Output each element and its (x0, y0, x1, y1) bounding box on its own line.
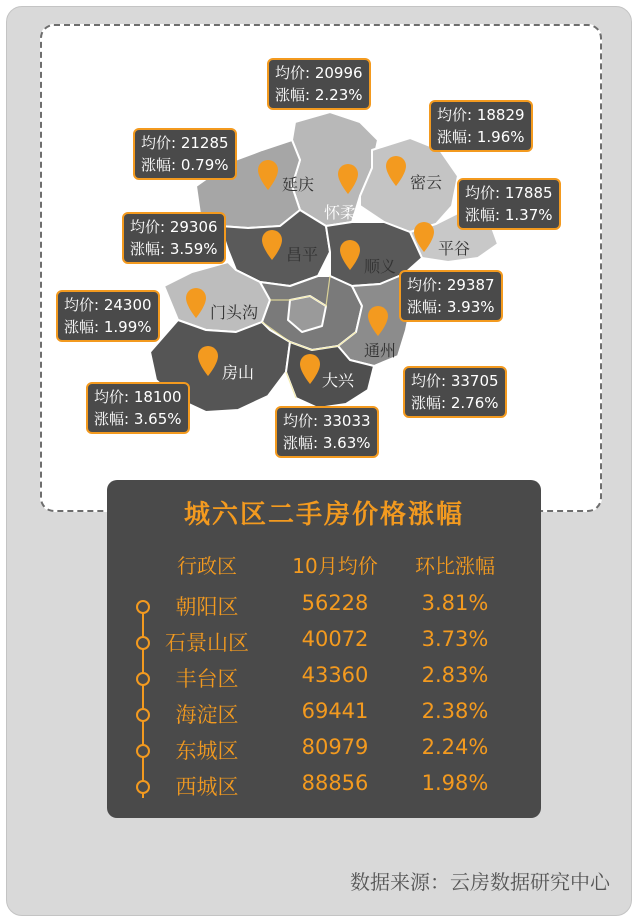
price-value: 33033 (322, 412, 371, 430)
pin-huairou-icon (338, 164, 358, 194)
price-label: 均价: (411, 372, 447, 390)
price-value: 24300 (103, 296, 152, 314)
row-district: 朝阳区 (175, 595, 239, 619)
row-district: 西城区 (175, 775, 239, 799)
change-value: 0.79% (180, 156, 229, 174)
source-note: 数据来源：云房数据研究中心 (350, 870, 610, 894)
price-label: 均价: (437, 106, 473, 124)
callout-huairou (267, 58, 371, 110)
change-value: 1.96% (476, 128, 525, 146)
pin-miyun-icon (386, 156, 406, 186)
price-value: 21285 (180, 134, 229, 152)
row-district: 东城区 (175, 739, 239, 763)
pin-shunyi-icon (340, 240, 360, 270)
price-value: 17885 (504, 184, 553, 202)
price-label: 均价: (94, 388, 130, 406)
price-value: 33705 (450, 372, 499, 390)
change-label: 涨幅: (275, 86, 311, 104)
row-district: 丰台区 (175, 667, 239, 691)
price-value: 29387 (446, 276, 495, 294)
change-value: 3.93% (446, 298, 495, 316)
change-value: 2.23% (314, 86, 363, 104)
price-label: 均价: (141, 134, 177, 152)
row-change: 2.38% (421, 699, 489, 723)
label-miyun: 密云 (410, 173, 443, 192)
row-change: 3.73% (421, 627, 489, 651)
callout-shunyi (399, 270, 503, 322)
change-label: 涨幅: (407, 298, 443, 316)
table-row (107, 663, 541, 695)
price-value: 29306 (169, 218, 218, 236)
table-row (107, 627, 541, 659)
label-daxing: 大兴 (322, 371, 355, 390)
row-price: 88856 (301, 771, 369, 795)
pin-fangshan-icon (198, 346, 218, 376)
change-label: 涨幅: (94, 410, 130, 428)
pin-tongzhou-icon (368, 306, 388, 336)
pin-yanqing-icon (258, 160, 278, 190)
change-value: 1.99% (103, 318, 152, 336)
table-row (107, 699, 541, 731)
label-pinggu: 平谷 (438, 239, 471, 258)
change-value: 3.59% (169, 240, 218, 258)
price-label: 均价: (407, 276, 443, 294)
panel-title: 城六区二手房价格涨幅 (183, 500, 464, 530)
callout-fangshan (86, 382, 190, 434)
price-label: 均价: (283, 412, 319, 430)
header-district: 行政区 (177, 554, 237, 578)
pin-daxing-icon (300, 354, 320, 384)
row-price: 69441 (301, 699, 369, 723)
label-shunyi: 顺义 (364, 257, 397, 276)
price-label: 均价: (275, 64, 311, 82)
row-change: 3.81% (421, 591, 489, 615)
row-price: 56228 (301, 591, 369, 615)
price-label: 均价: (130, 218, 166, 236)
change-value: 3.65% (133, 410, 182, 428)
row-change: 2.24% (421, 735, 489, 759)
pin-changping-icon (262, 230, 282, 260)
row-district: 石景山区 (165, 631, 249, 655)
price-label: 均价: (465, 184, 501, 202)
urban-districts-panel (107, 480, 541, 818)
header-price: 10月均价 (292, 554, 378, 578)
callout-yanqing (133, 128, 237, 180)
row-price: 40072 (301, 627, 369, 651)
row-change: 2.83% (421, 663, 489, 687)
callout-pinggu (457, 178, 561, 230)
change-label: 涨幅: (283, 434, 319, 452)
callout-changping (122, 212, 226, 264)
row-district: 海淀区 (175, 703, 239, 727)
header-change: 环比涨幅 (415, 554, 495, 578)
label-tongzhou: 通州 (364, 341, 397, 360)
label-fangshan: 房山 (222, 363, 255, 382)
pin-pinggu-icon (414, 222, 434, 252)
change-value: 1.37% (504, 206, 553, 224)
label-yanqing: 延庆 (282, 175, 315, 194)
change-value: 3.63% (322, 434, 371, 452)
callout-daxing (275, 406, 379, 458)
pin-mentougou-icon (186, 288, 206, 318)
label-mentougou: 门头沟 (210, 303, 259, 322)
change-label: 涨幅: (130, 240, 166, 258)
change-label: 涨幅: (465, 206, 501, 224)
change-value: 2.76% (450, 394, 499, 412)
row-price: 43360 (301, 663, 369, 687)
change-label: 涨幅: (141, 156, 177, 174)
price-value: 20996 (314, 64, 363, 82)
table-row (107, 735, 541, 767)
callout-tongzhou (403, 366, 507, 418)
price-value: 18100 (133, 388, 182, 406)
price-label: 均价: (64, 296, 100, 314)
change-label: 涨幅: (437, 128, 473, 146)
price-value: 18829 (476, 106, 525, 124)
callout-miyun (429, 100, 533, 152)
label-huairou: 怀柔 (324, 203, 357, 222)
change-label: 涨幅: (411, 394, 447, 412)
table-row (107, 591, 541, 623)
table-row (107, 771, 541, 803)
row-change: 1.98% (421, 771, 489, 795)
callout-mentougou (56, 290, 160, 342)
row-price: 80979 (301, 735, 369, 759)
label-changping: 昌平 (286, 245, 319, 264)
change-label: 涨幅: (64, 318, 100, 336)
